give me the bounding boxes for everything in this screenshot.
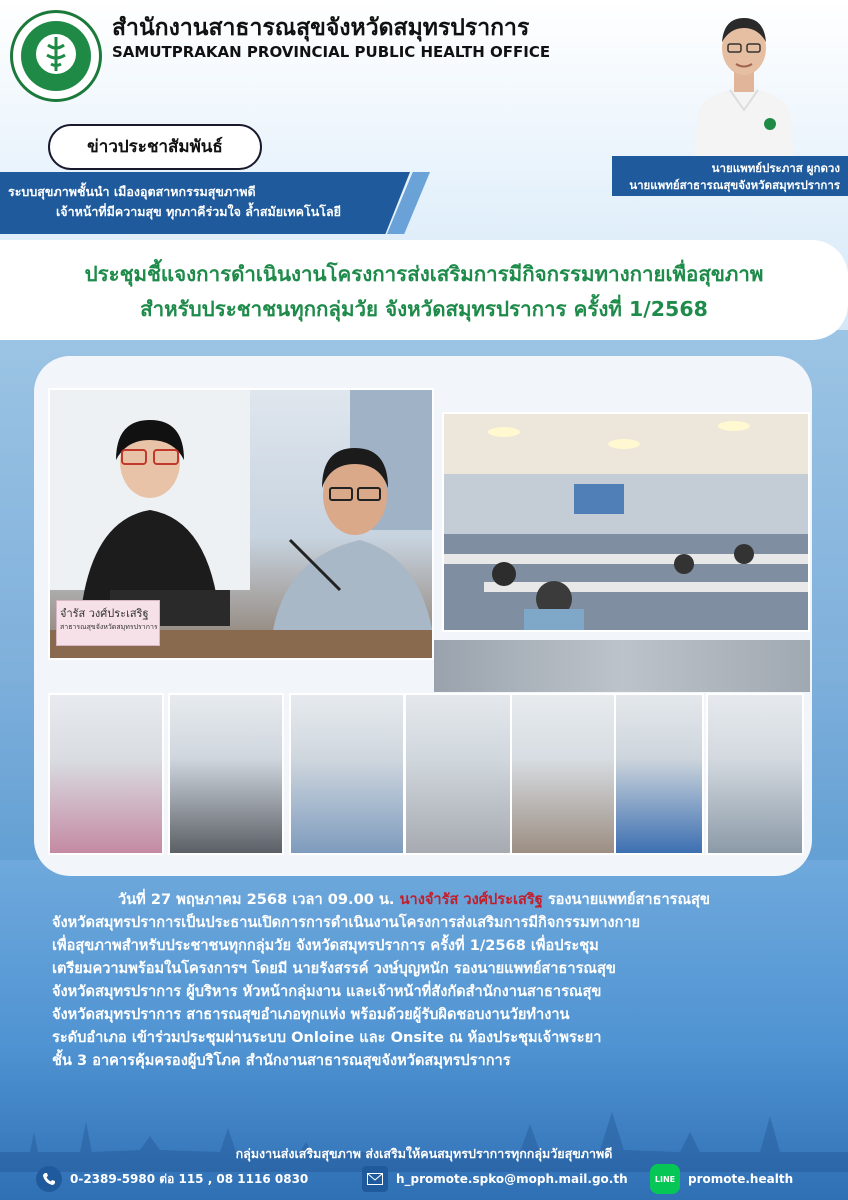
body-line-2: เพื่อสุขภาพสำหรับประชาชนทุกกลุ่มวัย จังหวัดสมุทรปราการ ครั้งที่ 1/2568 เพื่อประชุม	[52, 937, 599, 954]
photo-participant-5	[510, 693, 626, 855]
body-line-1: จังหวัดสมุทรปราการเป็นประธานเปิดการการดำเนินงานโครงการส่งเสริมการมีกิจกรรมทางกาย	[52, 914, 641, 931]
footer-phone	[36, 1162, 308, 1196]
official-name: นายแพทย์ประภาส ผูกดวง	[711, 161, 840, 175]
photo-participant-3	[289, 693, 405, 855]
body-line-0	[52, 888, 812, 911]
body-line-4: จังหวัดสมุทรปราการ ผู้บริหาร หัวหน้ากลุ่มงาน และเจ้าหน้าที่สังกัดสำนักงานสาธารณสุข	[52, 983, 602, 1000]
org-name-english: SAMUTPRAKAN PROVINCIAL PUBLIC HEALTH OFFICE	[112, 43, 551, 61]
footer-slogan: กลุ่มงานส่งเสริมสุขภาพ ส่งเสริมให้คนสมุทรปราการทุกกลุ่มวัยสุขภาพดี	[235, 1146, 613, 1161]
photo-audience-strip	[434, 640, 810, 692]
line-icon-label: LINE	[654, 1174, 676, 1184]
body-chair-title: รองนายแพทย์สาธารณสุข	[542, 891, 710, 908]
photo-participant-7	[706, 693, 804, 855]
photo-meeting-room	[442, 412, 810, 632]
email-address[interactable]: h_promote.spko@moph.mail.go.th	[396, 1172, 628, 1186]
official-portrait	[688, 6, 800, 156]
org-name-thai: สำนักงานสาธารณสุขจังหวัดสมุทรปราการ	[112, 15, 530, 41]
body-chair-name: นางจำรัส วงศ์ประเสริฐ	[399, 891, 543, 908]
footer-email	[362, 1162, 628, 1196]
ministry-logo	[10, 10, 102, 102]
photo-participant-1	[48, 693, 164, 855]
body-line-3: เตรียมความพร้อมในโครงการฯ โดยมี นายรังสรรค์ วงษ์บุญหนัก รองนายแพทย์สาธารณสุข	[52, 960, 616, 977]
article-body	[52, 888, 812, 1072]
body-date-time: วันที่ 27 พฤษภาคม 2568 เวลา 09.00 น.	[118, 891, 400, 908]
photo-participant-4	[404, 693, 520, 855]
body-line-7: ชั้น 3 อาคารคุ้มครองผู้บริโภค สำนักงานสาธารณสุขจังหวัดสมุทรปราการ	[52, 1052, 511, 1069]
line-id[interactable]: promote.health	[688, 1172, 794, 1186]
slogan-line-2: เจ้าหน้าที่มีความสุข ทุกภาคีร่วมใจ ล้ำสมัยเทคโนโลยี	[56, 204, 341, 219]
official-title: นายแพทย์สาธารณสุขจังหวัดสมุทรปราการ	[629, 178, 840, 192]
nameplate-name: จำรัส วงศ์ประเสริฐ	[60, 607, 149, 620]
slogan-line-1: ระบบสุขภาพชั้นนำ เมืองอุตสาหกรรมสุขภาพดี	[8, 184, 256, 199]
mail-icon	[362, 1166, 388, 1192]
body-line-5: จังหวัดสมุทรปราการ สาธารณสุขอำเภอทุกแห่ง พร้อมด้วยผู้รับผิดชอบงานวัยทำงาน	[52, 1006, 570, 1023]
photo-participant-6	[614, 693, 704, 855]
headline-line-2: สำหรับประชาชนทุกกลุ่มวัย จังหวัดสมุทรปราการ ครั้งที่ 1/2568	[140, 297, 708, 321]
footer-line	[650, 1162, 793, 1196]
nameplate	[56, 600, 160, 646]
phone-number: 0-2389-5980 ต่อ 115 , 08 1116 0830	[70, 1171, 309, 1186]
phone-icon	[36, 1166, 62, 1192]
headline-line-1: ประชุมชี้แจงการดำเนินงานโครงการส่งเสริมการมีกิจกรรมทางกายเพื่อสุขภาพ	[84, 262, 764, 286]
body-line-6: ระดับอำเภอ เข้าร่วมประชุมผ่านระบบ Onloine และ Onsite ณ ห้องประชุมเจ้าพระยา	[52, 1029, 602, 1046]
nameplate-title: สาธารณสุขจังหวัดสมุทรปราการ	[60, 623, 158, 631]
line-icon	[650, 1164, 680, 1194]
section-label-pill: ข่าวประชาสัมพันธ์	[48, 124, 262, 170]
photo-participant-2	[168, 693, 284, 855]
photo-chairperson-speaking	[48, 388, 434, 660]
